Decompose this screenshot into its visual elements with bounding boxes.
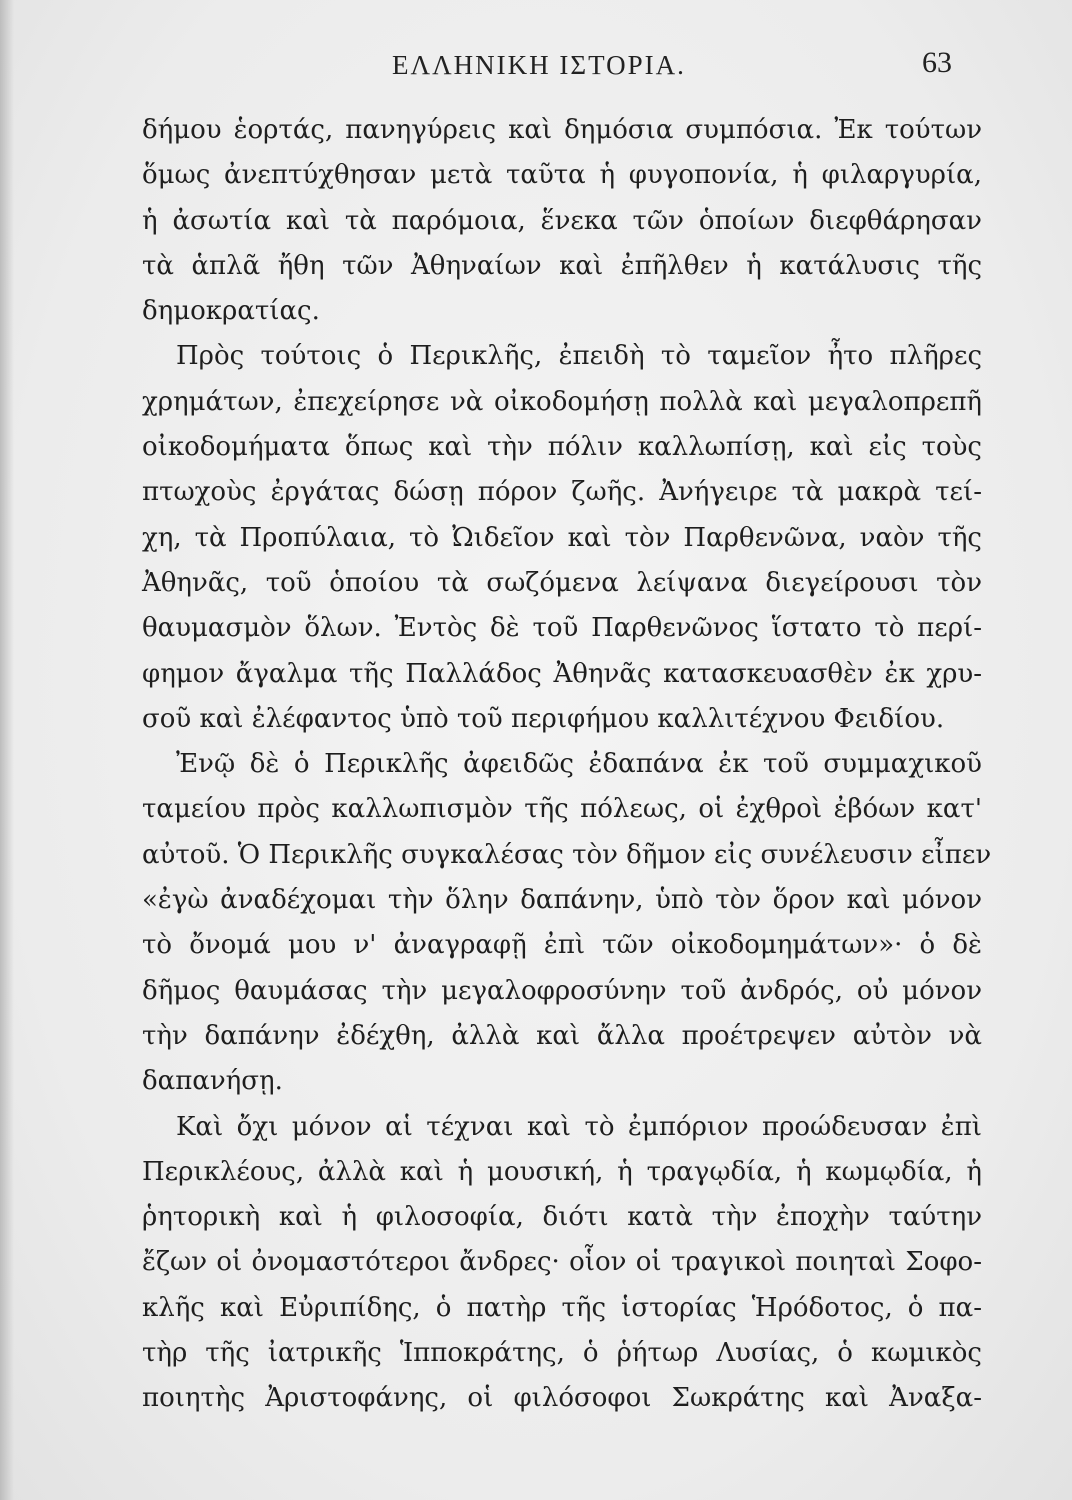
text-line: χη, τὰ Προπύλαια, τὸ Ὠιδεῖον καὶ τὸν Παρθενῶνα, ναὸν τῆς [142, 522, 982, 553]
text-line: τὴρ τῆς ἰατρικῆς Ἱπποκράτης, ὁ ῥήτωρ Λυσίας, ὁ κωμικὸς [142, 1338, 982, 1369]
page-number: 63 [922, 46, 952, 79]
text-line: τὰ ἁπλᾶ ἤθη τῶν Ἀθηναίων καὶ ἐπῆλθεν ἡ κατάλυσις τῆς [142, 250, 982, 281]
page-header [0, 40, 1072, 100]
text-line: πτωχοὺς ἐργάτας δώσῃ πόρον ζωῆς. Ἀνήγειρε τὰ μακρὰ τεί- [142, 477, 982, 508]
text-line: φημον ἄγαλμα τῆς Παλλάδος Ἀθηνᾶς κατασκευασθὲν ἐκ χρυ- [142, 658, 982, 689]
text-line: ἡ ἀσωτία καὶ τὰ παρόμοια, ἕνεκα τῶν ὁποίων διεφθάρησαν [142, 205, 982, 236]
text-line: «ἐγὼ ἀναδέχομαι τὴν ὅλην δαπάνην, ὑπὸ τὸν ὅρον καὶ μόνον [142, 885, 982, 916]
text-line: δῆμος θαυμάσας τὴν μεγαλοφροσύνην τοῦ ἀνδρός, οὐ μόνον [142, 975, 982, 1006]
text-line: τὴν δαπάνην ἐδέχθη, ἀλλὰ καὶ ἄλλα προέτρεψεν αὐτὸν νὰ [142, 1020, 982, 1051]
text-line: χρημάτων, ἐπεχείρησε νὰ οἰκοδομήσῃ πολλὰ καὶ μεγαλοπρεπῆ [142, 386, 982, 417]
text-line: ὅμως ἀνεπτύχθησαν μετὰ ταῦτα ἡ φυγοπονία, ἡ φιλαργυρία, [142, 160, 982, 191]
body-text [142, 108, 992, 1422]
text-line: Περικλέους, ἀλλὰ καὶ ἡ μουσική, ἡ τραγῳδία, ἡ κωμῳδία, ἡ [142, 1156, 982, 1187]
text-line: δημοκρατίας. [142, 296, 320, 327]
running-title: ΕΛΛΗΝΙΚΗ ΙΣΤΟΡΙΑ. [392, 50, 686, 80]
text-line: ἔζων οἱ ὀνομαστότεροι ἄνδρες· οἷον οἱ τραγικοὶ ποιηταὶ Σοφο- [142, 1247, 982, 1278]
page-gutter-shadow [0, 0, 14, 1500]
text-line: θαυμασμὸν ὅλων. Ἐντὸς δὲ τοῦ Παρθενῶνος ἵστατο τὸ περί- [142, 613, 982, 644]
text-line: σοῦ καὶ ἐλέφαντος ὑπὸ τοῦ περιφήμου καλλιτέχνου Φειδίου. [142, 703, 945, 734]
text-line: Ἀθηνᾶς, τοῦ ὁποίου τὰ σωζόμενα λείψανα διεγείρουσι τὸν [142, 567, 982, 598]
text-line: δαπανήσῃ. [142, 1066, 283, 1097]
text-line: ῥητορικὴ καὶ ἡ φιλοσοφία, διότι κατὰ τὴν ἐποχὴν ταύτην [142, 1202, 982, 1233]
paragraph-first-line: Καὶ ὄχι μόνον αἱ τέχναι καὶ τὸ ἐμπόριον προώδευσαν ἐπὶ [176, 1111, 982, 1142]
text-line: δήμου ἑορτάς, πανηγύρεις καὶ δημόσια συμπόσια. Ἐκ τούτων [142, 115, 982, 145]
text-line: τὸ ὄνομά μου ν' ἀναγραφῇ ἐπὶ τῶν οἰκοδομημάτων»· ὁ δὲ [142, 930, 982, 961]
text-line: ποιητὴς Ἀριστοφάνης, οἱ φιλόσοφοι Σωκράτης καὶ Ἀναξα- [142, 1383, 982, 1414]
paragraph-first-line: Ἐνῷ δὲ ὁ Περικλῆς ἀφειδῶς ἐδαπάνα ἐκ τοῦ συμμαχικοῦ [176, 749, 982, 780]
text-line: οἰκοδομήματα ὅπως καὶ τὴν πόλιν καλλωπίσῃ, καὶ εἰς τοὺς [142, 432, 982, 463]
paragraph-first-line: Πρὸς τούτοις ὁ Περικλῆς, ἐπειδὴ τὸ ταμεῖον ἦτο πλῆρες [176, 341, 982, 372]
text-line: κλῆς καὶ Εὐριπίδης, ὁ πατὴρ τῆς ἱστορίας Ἡρόδοτος, ὁ πα- [142, 1292, 982, 1323]
text-line: αὐτοῦ. Ὁ Περικλῆς συγκαλέσας τὸν δῆμον εἰς συνέλευσιν εἶπεν [142, 839, 992, 870]
text-line: ταμείου πρὸς καλλωπισμὸν τῆς πόλεως, οἱ ἐχθροὶ ἐβόων κατ' [142, 794, 982, 825]
